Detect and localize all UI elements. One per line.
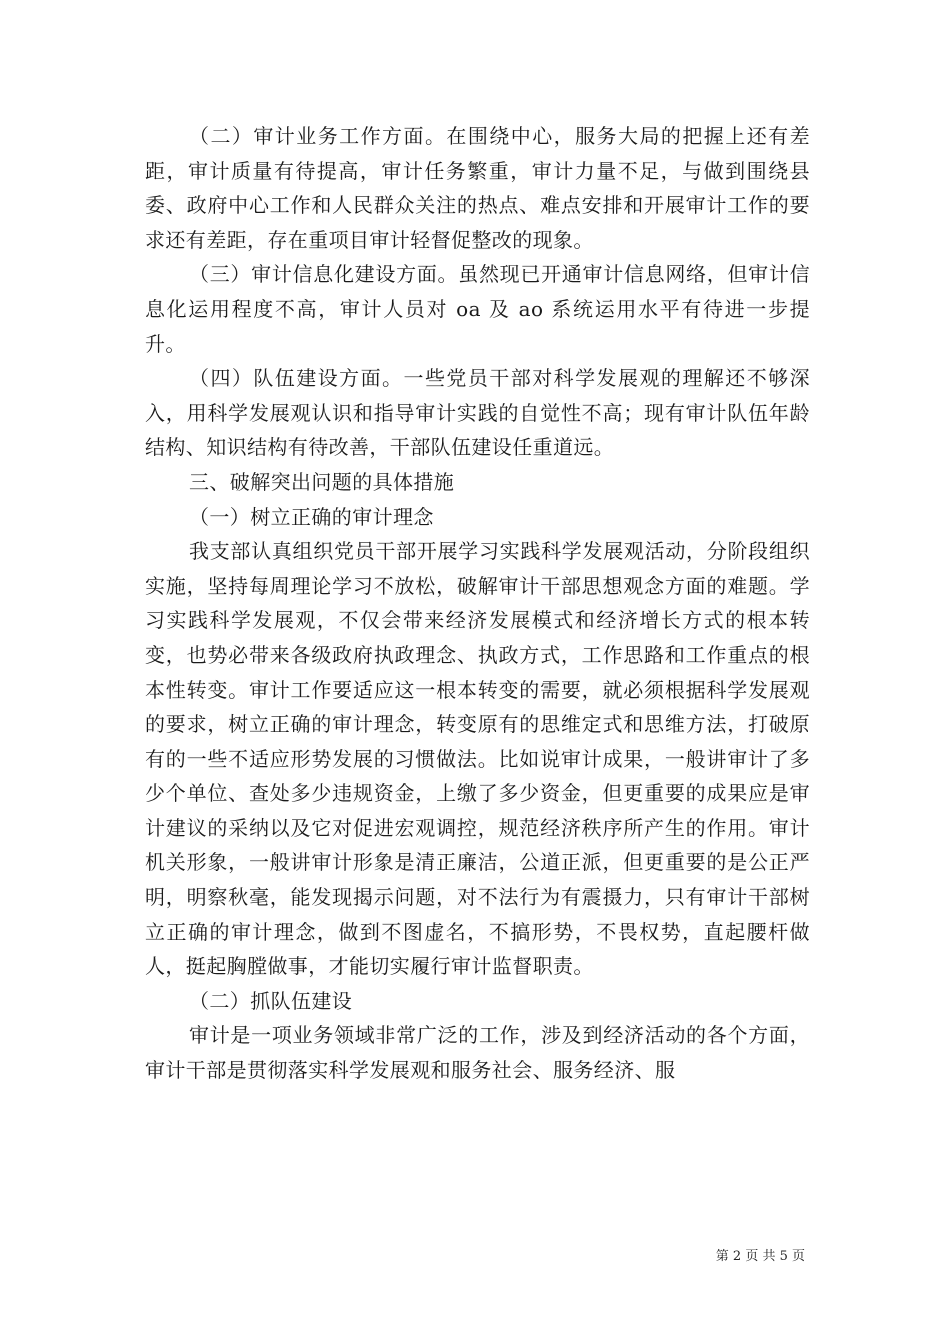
paragraph-team-building: （四）队伍建设方面。一些党员干部对科学发展观的理解还不够深入，用科学发展观认识和指导审计实践的自觉性不高；现有审计队伍年龄结构、知识结构有待改善，干部队伍建设任重道远。 <box>145 366 810 460</box>
paragraph-audit-business: （二）审计业务工作方面。在围绕中心，服务大局的把握上还有差距，审计质量有待提高，审计任务繁重，审计力量不足，与做到围绕县委、政府中心工作和人民群众关注的热点、难点安排和开展审计工作的要求还有差距，存在重项目审计轻督促整改的现象。 <box>145 124 810 252</box>
page-number: 第 2 页 共 5 页 <box>715 1249 805 1264</box>
paragraph-team-building-detail: 审计是一项业务领域非常广泛的工作，涉及到经济活动的各个方面，审计干部是贯彻落实科学发展观和服务社会、服务经济、服 <box>145 1023 810 1083</box>
document-body <box>145 119 810 1088</box>
subheading-team-building: （二）抓队伍建设 <box>189 988 353 1013</box>
subheading-audit-concept: （一）树立正确的审计理念 <box>189 504 434 529</box>
paragraph-audit-informatization: （三）审计信息化建设方面。虽然现已开通审计信息网络，但审计信息化运用程度不高，审计人员对 oa 及 ao 系统运用水平有待进一步提升。 <box>145 262 810 356</box>
paragraph-audit-concept: 我支部认真组织党员干部开展学习实践科学发展观活动，分阶段组织实施，坚持每周理论学习不放松，破解审计干部思想观念方面的难题。学习实践科学发展观，不仅会带来经济发展模式和经济增长方式的根本转变，也势必带来各级政府执政理念、执政方式，工作思路和工作重点的根本性转变。审计工作要适应这一根本转变的需要，就必须根据科学发展观的要求，树立正确的审计理念，转变原有的思维定式和思维方法，打破原有的一些不适应形势发展的习惯做法。比如说审计成果，一般讲审计了多少个单位、查处多少违规资金，上缴了多少资金，但更重要的成果应是审计建议的采纳以及它对促进宏观调控，规范经济秩序所产生的作用。审计机关形象，一般讲审计形象是清正廉洁，公道正派，但更重要的是公正严明，明察秋毫，能发现揭示问题，对不法行为有震摄力，只有审计干部树立正确的审计理念，做到不图虚名，不搞形势，不畏权势，直起腰杆做人，挺起胸膛做事，才能切实履行审计监督职责。 <box>145 539 810 979</box>
section-heading-measures: 三、破解突出问题的具体措施 <box>189 469 455 494</box>
